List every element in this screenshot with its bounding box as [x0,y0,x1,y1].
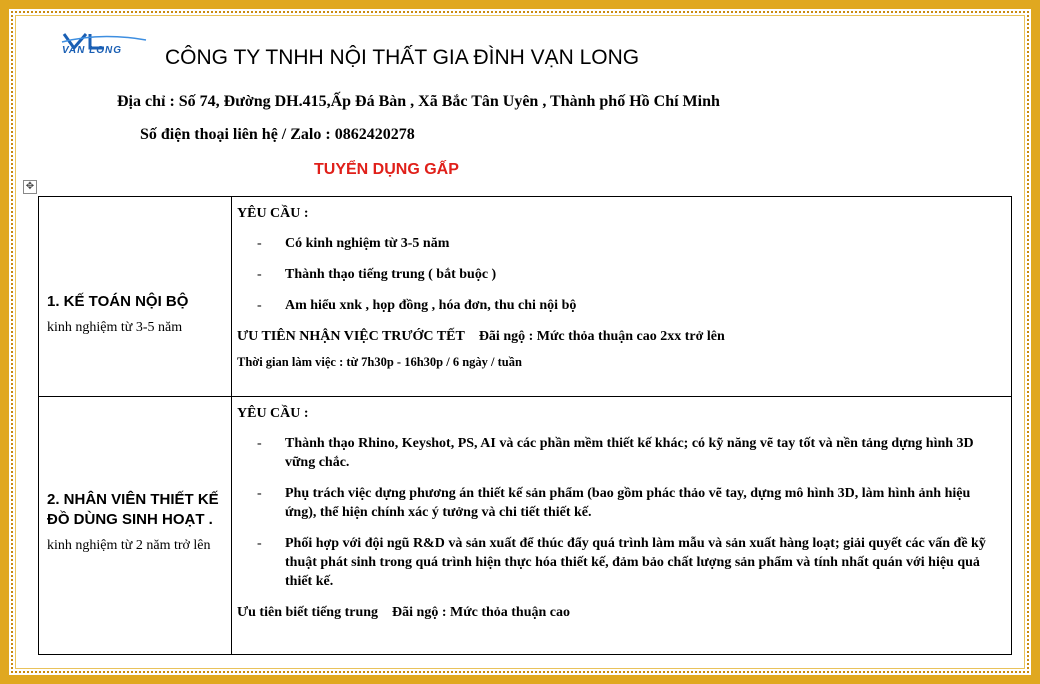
requirement-item: - Có kinh nghiệm từ 3-5 năm [257,236,450,251]
company-name: CÔNG TY TNHH NỘI THẤT GIA ĐÌNH VẠN LONG [165,46,640,69]
requirement-item: - Thành thạo Rhino, Keyshot, PS, AI và các phần mềm thiết kế khác; có kỹ năng vẽ tay tốt và nền tảng dựng hình 3D vững chắc. [257,436,974,470]
requirement-item: - Am hiểu xnk , họp đồng , hóa đơn, thu chi nội bộ [257,298,577,313]
requirements-list [237,434,1011,591]
bullet-dash: - [257,236,262,251]
job-experience: kinh nghiệm từ 2 năm trở lên [47,538,211,553]
requirements-list [237,234,1011,315]
priority-salary-line [237,327,1011,346]
job-row-accountant [39,197,1012,397]
salary-text: Đãi ngộ : Mức thỏa thuận cao 2xx trở lên [478,329,725,344]
logo-text: VAN LONG [62,45,123,56]
job-title-cell [39,397,232,655]
job-title: 1. KẾ TOÁN NỘI BỘ [47,293,189,310]
requirements-label: YÊU CẦU : [237,406,309,421]
job-row-designer [39,397,1012,655]
job-detail-cell [232,397,1012,655]
company-phone: Số điện thoại liên hệ / Zalo : 0862420278 [140,126,415,143]
requirement-item: - Phối hợp với đội ngũ R&D và sản xuất để thúc đẩy quá trình làm mẫu và sản xuất hàng loạt; giải quyết các vấn đề kỹ thuật phát sinh trong quá trình hiện thực hóa thiết kế, đảm bảo chất lượng sản phẩm và tính nhất quán với hiệu quả thiết kế. [257,536,986,589]
requirement-item: - Thành thạo tiếng trung ( bắt buộc ) [257,267,497,282]
job-title-cell [39,197,232,397]
bullet-dash: - [257,536,262,551]
priority-text: Ưu tiên biết tiếng trung [237,605,379,620]
requirements-label: YÊU CẦU : [237,206,309,221]
job-title: 2. NHÂN VIÊN THIẾT KẾ ĐỒ DÙNG SINH HOẠT . [47,491,219,528]
bullet-dash: - [257,267,262,282]
priority-text: ƯU TIÊN NHẬN VIỆC TRƯỚC TẾT [237,329,465,344]
job-detail-cell [232,197,1012,397]
working-hours: Thời gian làm việc : từ 7h30p - 16h30p / 6 ngày / tuần [237,355,522,369]
job-table [38,196,1012,655]
bullet-dash: - [257,486,262,501]
salary-text: Đãi ngộ : Mức thỏa thuận cao [392,605,571,620]
requirement-item: - Phụ trách việc dựng phương án thiết kế sản phẩm (bao gồm phác thảo vẽ tay, dựng mô hình 3D, làm hình ảnh hiệu ứng), thể hiện chính xác ý tưởng và chi tiết thiết kế. [257,486,971,520]
bullet-dash: - [257,436,262,451]
table-move-handle-icon[interactable]: ✥ [23,180,37,194]
job-experience: kinh nghiệm từ 3-5 năm [47,320,183,335]
priority-salary-line [237,603,1011,622]
urgent-recruitment-title: TUYỂN DỤNG GẤP [314,161,459,178]
bullet-dash: - [257,298,262,313]
company-address: Địa chỉ : Số 74, Đường DH.415,Ấp Đá Bàn , Xã Bắc Tân Uyên , Thành phố Hồ Chí Minh [117,93,720,110]
